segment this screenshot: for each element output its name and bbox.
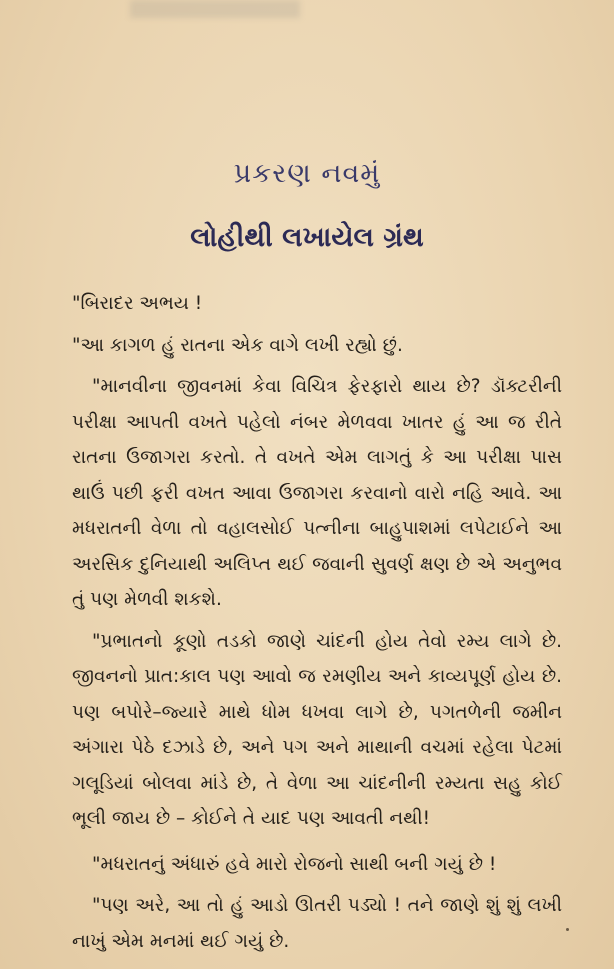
paragraph-5: "પણ અરે, આ તો હું આડો ઊતરી પડ્યો ! તને જાણે શું શું લખી નાખું એમ મનમાં થઈ ગયું છે.	[72, 895, 562, 952]
body-text	[72, 286, 562, 965]
paragraph-2: "માનવીના જીવનમાં કેવા વિચિત્ર ફેરફારો થાય છે? ડૉક્ટરીની પરીક્ષા આપતી વખતે પહેલો નંબર મેળવવા ખાતર હું આ જ રીતે રાતના ઉજાગરા કરતો. તે વખતે એમ લાગતું કે આ પરીક્ષા પાસ થાઉં પછી ફરી વખત આવા ઉજાગરા કરવાનો વારો નહિ આવે. આ મધરાતની વેળા તો વહાલસોઈ પત્નીના બાહુપાશમાં લપેટાઈને આ અરસિક દુનિયાથી અલિપ્ત થઈ જવાની સુવર્ણ ક્ષણ છે એ અનુભવ તું પણ મેળવી શકશે.	[72, 376, 562, 610]
paragraph-4: "મધરાતનું અંધારું હવે મારો રોજનો સાથી બની ગયું છે !	[92, 853, 497, 875]
paragraph-3: "પ્રભાતનો કૂણો તડકો જાણે ચાંદની હોય તેવો રમ્ય લાગે છે. જીવનનો પ્રાત:કાલ પણ આવો જ રમણીય અને કાવ્યપૂર્ણ હોય છે. પણ બપોરે–જ્યારે માથે ધોમ ધખવા લાગે છે, પગતળેની જમીન અંગારા પેઠે દઝાડે છે, અને પગ અને માથાની વચમાં રહેલા પેટમાં ગલૂડિયાં બોલવા માંડે છે, તે વેળા આ ચાંદનીની રમ્યતા સહુ કોઈ ભૂલી જાય છે – કોઈને તે યાદ પણ આવતી નથી!	[72, 630, 562, 829]
paragraph-salutation: "બિરાદર અભય !	[72, 293, 203, 314]
chapter-label: પ્રકરણ નવમું	[233, 158, 381, 189]
chapter-title: લોહીથી લખાયેલ ગ્રંથ	[190, 222, 424, 253]
paragraph-1: "આ કાગળ હું રાતના એક વાગે લખી રહ્યો છું.	[72, 334, 403, 356]
header-smudge	[130, 0, 300, 18]
page-mark	[566, 928, 569, 931]
